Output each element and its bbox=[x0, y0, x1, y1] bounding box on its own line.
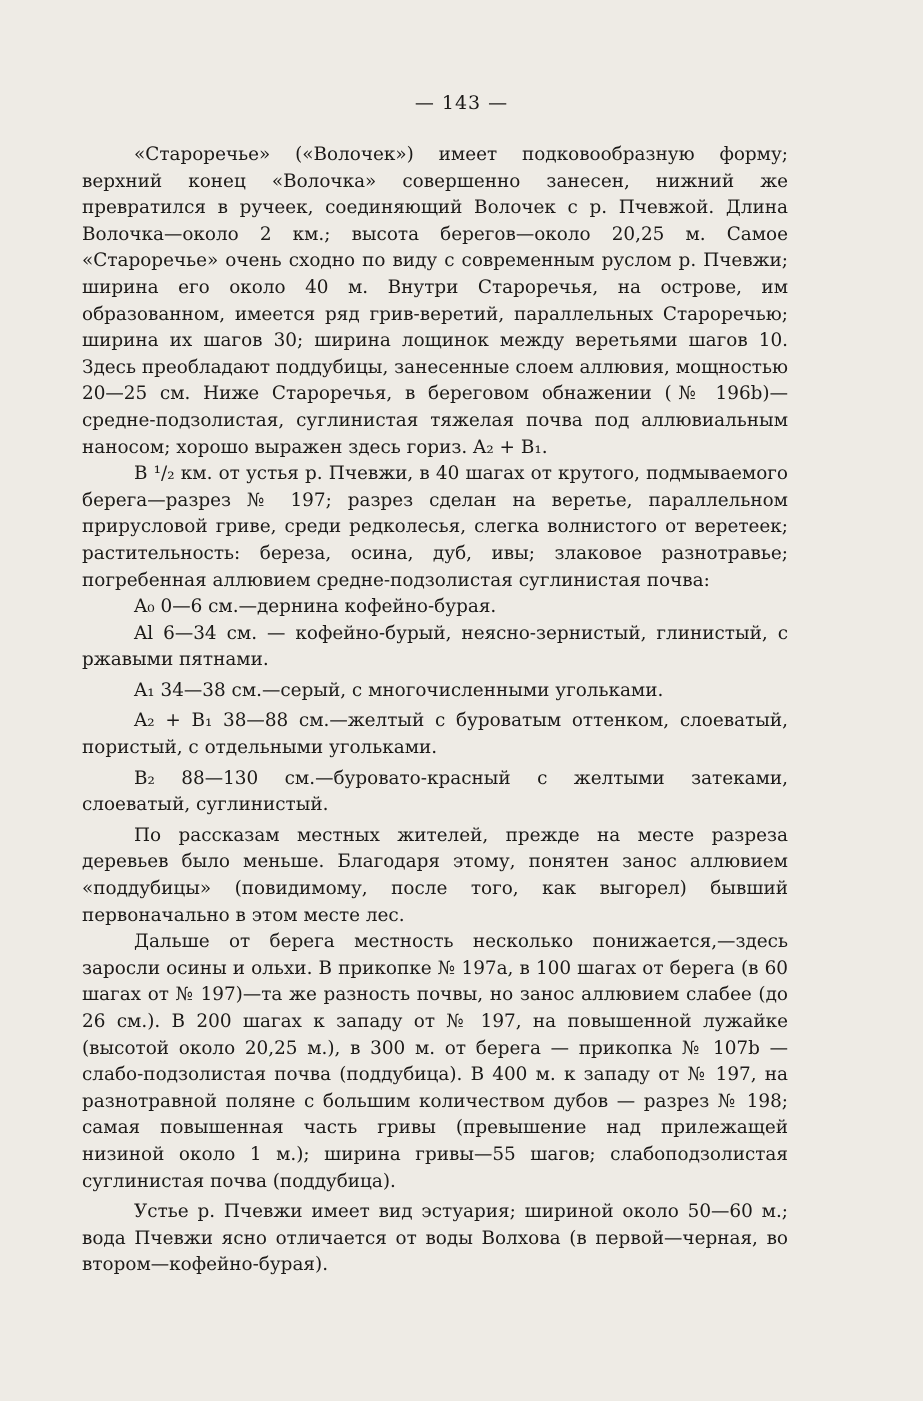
paragraph-staroreche: «Старoречье» («Волочек») имеет подковообразную форму; верхний конец «Волочка» совершенно занесен, нижний же превратился в ручеек, соединяющий Волочек с р. Пчевжой. Длина Волочка—около 2 км.; высота берегов—около 20,25 м. Самое «Старoречье» очень сходно по виду с современным руслом р. Пчевжи; ширина его около 40 м. Внутри Старoречья, на острове, им образованном, имеется ряд грив-веретий, параллельных Старoречью; ширина их шагов 30; ширина лощинок между веретьями шагов 10. Здесь преобладают поддубицы, занесенные слоем аллювия, мощностью 20—25 см. Ниже Старoречья, в береговом обнажении (№ 196b)—средне-подзолистая, суглинистая тяжелая почва под аллювиальным наносом; хорошо выражен здесь гориз. A₂ + B₁. bbox=[82, 144, 788, 458]
page-number: — 143 — bbox=[414, 92, 509, 114]
body-text bbox=[82, 142, 788, 1279]
paragraph-section-197: В ¹/₂ км. от устья р. Пчевжи, в 40 шагах от крутого, подмываемого берега—разрез № 197; разрез сделан на веретье, параллельном прирусловой гриве, среди редколесья, слегка волнистого от веретеек; растительность: береза, осина, дуб, ивы; злаковое разнотравье; погребенная аллювием средне-подзолистая суглинистая почва: bbox=[82, 463, 788, 591]
horizon-b2: B₂ 88—130 см.—буровато-красный с желтыми затеками, слоеватый, суглинистый. bbox=[82, 767, 788, 816]
horizon-a0: A₀ 0—6 см.—дернина кофейно-бурая. bbox=[134, 596, 497, 618]
horizon-a2-b1: A₂ + B₁ 38—88 см.—желтый с буроватым оттенком, слоеватый, пористый, с отдельными угольками. bbox=[82, 710, 788, 759]
paragraph-further-from-bank: Дальше от берега местность несколько понижается,—здесь заросли осины и ольхи. В прикопке № 197a, в 100 шагах от берега (в 60 шагах от № 197)—та же разность почвы, но занос аллювием слабее (до 26 см.). В 200 шагах к западу от № 197, на повышенной лужайке (высотой около 20,25 м.), в 300 м. от берега — прикопка № 107b — слабо-подзолистая почва (поддубица). В 400 м. к западу от № 197, на разнотравной поляне с большим количеством дубов — разрез № 198; самая повышенная часть гривы (превышение над прилежащей низиной около 1 м.); ширина гривы—55 шагов; слабоподзолистая суглинистая почва (поддубица). bbox=[82, 931, 788, 1192]
horizon-a1: A₁ 34—38 см.—серый, с многочисленными угольками. bbox=[134, 679, 664, 701]
horizon-al: Al 6—34 см. — кофейно-бурый, неясно-зернистый, глинистый, с ржавыми пятнами. bbox=[82, 622, 788, 671]
paragraph-estuary: Устье р. Пчевжи имеет вид эстуария; шириной около 50—60 м.; вода Пчевжи ясно отличается от воды Волхова (в первой—черная, во втором—кофейно-бурая). bbox=[82, 1201, 788, 1276]
paragraph-local-accounts: По рассказам местных жителей, прежде на месте разреза деревьев было меньше. Благодаря этому, понятен занос аллювием «поддубицы» (повидимому, после того, как выгорел) бывший первоначально в этом месте лес. bbox=[82, 824, 788, 926]
